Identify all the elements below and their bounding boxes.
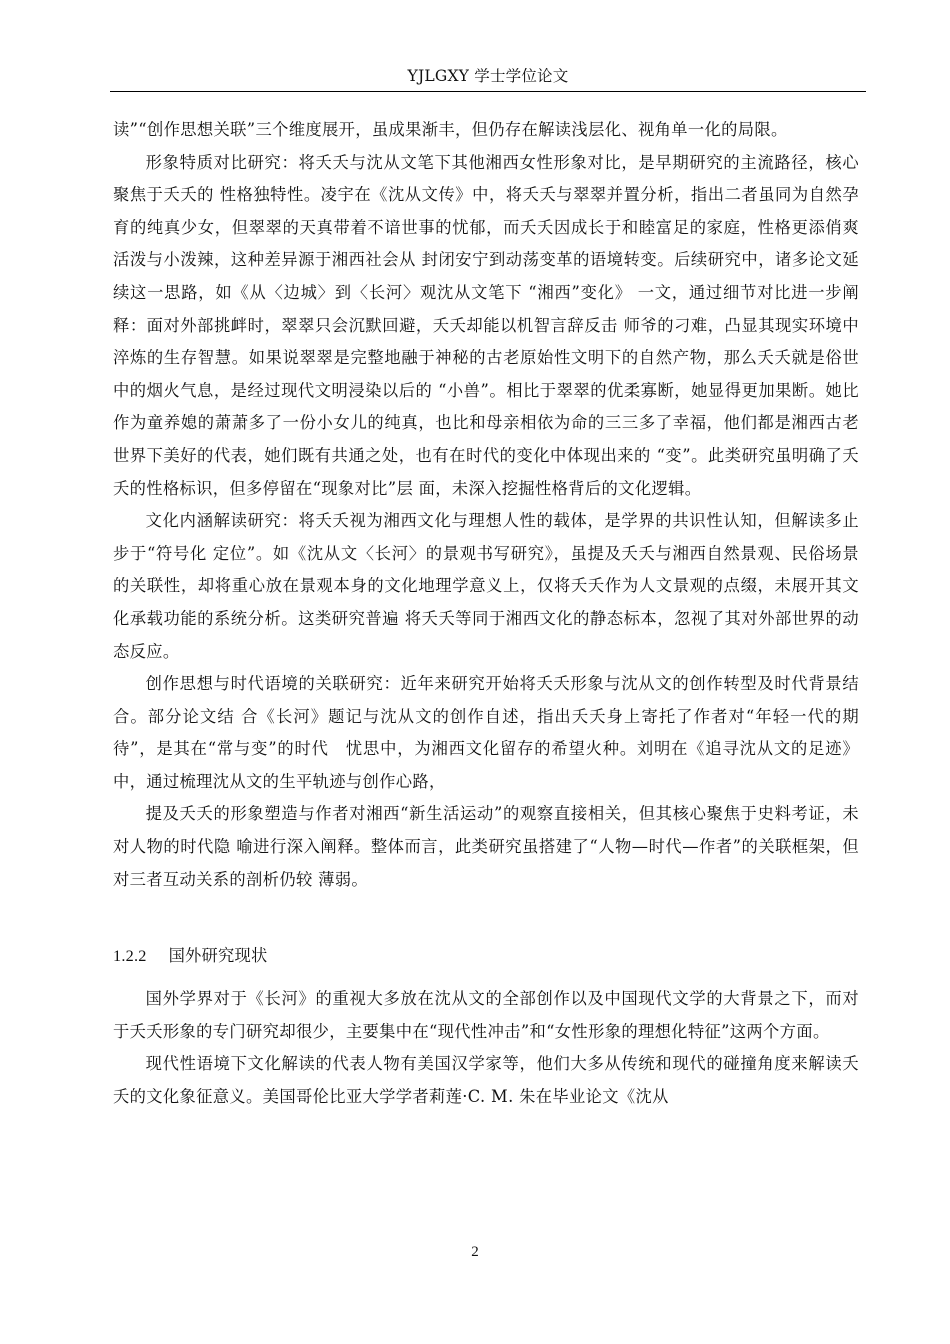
header-rule <box>110 91 866 92</box>
section-number: 1.2.2 <box>113 946 147 966</box>
paragraph-creative-context: 创作思想与时代语境的关联研究：近年来研究开始将夭夭形象与沈从文的创作转型及时代背景结合。部分论文结 合《长河》题记与沈从文的创作自述，指出夭夭身上寄托了作者对“年轻一代的期待”，是其在“常与变”的时代 忧思中，为湘西文化留存的希望火种。刘明在《追寻沈从文的足迹》中，通过梳理沈从文的生平轨迹与创作心路， <box>113 674 859 791</box>
paragraph-continued: 读”“创作思想关联”三个维度展开，虽成果渐丰，但仍存在解读浅层化、视角单一化的局限。 <box>113 120 788 139</box>
running-header: YJLGXY 学士学位论文 <box>407 67 569 85</box>
paragraph-foreign-overview: 国外学界对于《长河》的重视大多放在沈从文的全部创作以及中国现代文学的大背景之下，而对于夭夭形象的专门研究却很少，主要集中在“现代性冲击”和“女性形象的理想化特征”这两个方面。 <box>113 989 859 1041</box>
page-number: 2 <box>471 1244 479 1260</box>
paragraph-creative-context-cont: 提及夭夭的形象塑造与作者对湘西“新生活运动”的观察直接相关，但其核心聚焦于史料考证，未对人物的时代隐 喻进行深入阐释。整体而言，此类研究虽搭建了“人物—时代—作者”的关联框架，但对三者互动关系的剖析仍较 薄弱。 <box>113 804 859 889</box>
paragraph-cultural-reading: 文化内涵解读研究：将夭夭视为湘西文化与理想人性的载体，是学界的共识性认知，但解读多止步于“符号化 定位”。如《沈从文〈长河〉的景观书写研究》，虽提及夭夭与湘西自然景观、民俗场景的关联性，却将重心放在景观本身的文化地理学意义上，仅将夭夭作为人文景观的点缀，未展开其文化承载功能的系统分析。这类研究普遍 将夭夭等同于湘西文化的静态标本，忽视了其对外部世界的动态反应。 <box>113 511 859 661</box>
paragraph-modernity-reading: 现代性语境下文化解读的代表人物有美国汉学家等，他们大多从传统和现代的碰撞角度来解读夭夭的文化象征意义。美国哥伦比亚大学学者莉莲·C. M. 朱在毕业论文《沈从 <box>113 1054 859 1107</box>
paragraph-image-comparison: 形象特质对比研究：将夭夭与沈从文笔下其他湘西女性形象对比，是早期研究的主流路径，核心聚焦于夭夭的 性格独特性。凌宇在《沈从文传》中，将夭夭与翠翠并置分析，指出二者虽同为自然孕育的纯真少女，但翠翠的天真带着不谙世事的忧郁，而夭夭因成长于和睦富足的家庭，性格更添俏爽活泼与小泼辣，这种差异源于湘西社会从 封闭安宁到动荡变革的语境转变。后续研究中，诸多论文延续这一思路，如《从〈边城〉到〈长河〉观沈从文笔下 “湘西”变化》 一文，通过细节对比进一步阐释：面对外部挑衅时，翠翠只会沉默回避，夭夭却能以机智言辞反击 师爷的刁难，凸显其现实环境中淬炼的生存智慧。如果说翠翠是完整地融于神秘的古老原始性文明下的自然产物，那么夭夭就是俗世中的烟火气息，是经过现代文明浸染以后的 “小兽”。相比于翠翠的优柔寡断，她显得更加果断。她比作为童养媳的萧萧多了一份小女儿的纯真，也比和母亲相依为命的三三多了幸福，他们都是湘西古老世界下美好的代表，她们既有共通之处，也有在时代的变化中体现出来的 “变”。此类研究虽明确了夭夭的性格标识，但多停留在“现象对比”层 面，未深入挖掘性格背后的文化逻辑。 <box>113 152 859 498</box>
thesis-body <box>113 114 859 1114</box>
section-heading <box>113 943 859 969</box>
section-title: 国外研究现状 <box>168 946 268 966</box>
